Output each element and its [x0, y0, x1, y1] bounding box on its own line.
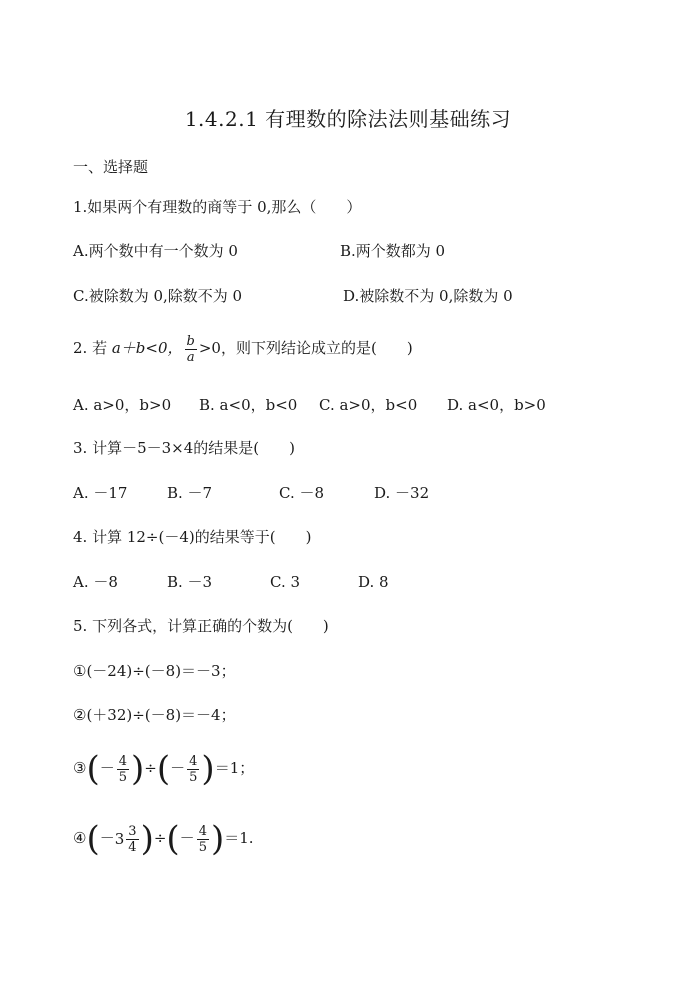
question-5-item-2: ②(＋32)÷(－8)＝－4； — [73, 706, 236, 724]
fraction-numerator: 4 — [198, 823, 207, 839]
minus-sign: － — [170, 759, 186, 777]
question-1-stem: 1.如果两个有理数的商等于 0,那么（ ） — [73, 198, 362, 216]
question-1-option-b: B.两个数都为 0 — [340, 242, 446, 260]
division-sign: ÷ — [144, 759, 157, 777]
minus-sign: － — [99, 759, 115, 777]
question-3-option-a: A. －17 — [73, 484, 128, 502]
question-2-condition-2: >0，则下列结论成立的是( ) — [198, 339, 413, 357]
fraction-numerator: 4 — [118, 753, 128, 769]
fraction-denominator: 5 — [118, 769, 128, 785]
question-2-option-b: B. a<0，b<0 — [199, 396, 298, 414]
right-paren: ) — [131, 749, 145, 789]
left-paren: ( — [86, 819, 100, 859]
question-5-item-4 — [73, 818, 254, 859]
question-3-option-d: D. －32 — [374, 484, 430, 502]
minus-sign: － — [99, 829, 115, 847]
fraction-denominator: 5 — [189, 769, 198, 785]
fraction-denominator: 4 — [128, 839, 137, 855]
item-4-mark: ④ — [73, 829, 87, 847]
fraction — [126, 824, 138, 855]
question-2-stem — [73, 328, 413, 368]
fraction-denominator: 5 — [198, 839, 207, 855]
question-4-stem: 4. 计算 12÷(－4)的结果等于( ) — [73, 528, 312, 546]
mixed-number-whole: 3 — [114, 830, 125, 848]
question-3-option-c: C. －8 — [279, 484, 325, 502]
fraction — [187, 754, 199, 785]
item-4-result: ＝1. — [224, 829, 254, 847]
fraction — [117, 754, 129, 785]
fraction-numerator: 4 — [189, 753, 198, 769]
question-3-option-b: B. －7 — [167, 484, 213, 502]
question-2-option-c: C. a>0，b<0 — [319, 396, 418, 414]
item-3-result: ＝1； — [214, 759, 255, 777]
question-1-option-c: C.被除数为 0,除数不为 0 — [73, 287, 243, 305]
page-title: 1.4.2.1 有理数的除法法则基础练习 — [184, 107, 512, 131]
fraction-numerator: b — [186, 333, 195, 349]
question-4-option-c: C. 3 — [270, 573, 301, 591]
question-3-stem: 3. 计算－5－3×4的结果是( ) — [73, 439, 295, 457]
question-2-prefix: 2. 若 — [73, 339, 112, 357]
question-4-option-d: D. 8 — [358, 573, 389, 591]
question-2-option-d: D. a<0，b>0 — [447, 396, 546, 414]
division-sign: ÷ — [153, 829, 167, 847]
question-2-condition-1: a＋b<0， — [111, 339, 183, 357]
left-paren: ( — [86, 749, 100, 789]
question-5-item-3 — [73, 748, 254, 788]
fraction-denominator: a — [186, 349, 195, 365]
fraction — [197, 824, 209, 855]
question-4-option-a: A. －8 — [73, 573, 118, 591]
right-paren: ) — [210, 819, 225, 859]
fraction-numerator: 3 — [128, 823, 137, 839]
question-2-option-a: A. a>0，b>0 — [73, 396, 172, 414]
minus-sign: － — [179, 829, 195, 847]
section-heading: 一、选择题 — [73, 158, 149, 176]
left-paren: ( — [166, 819, 180, 859]
right-paren: ) — [140, 819, 154, 859]
question-1-option-a: A.两个数中有一个数为 0 — [73, 242, 238, 260]
item-3-mark: ③ — [73, 759, 87, 777]
question-1-option-d: D.被除数不为 0,除数为 0 — [343, 287, 513, 305]
question-2-fraction — [185, 334, 197, 365]
question-4-option-b: B. －3 — [167, 573, 213, 591]
question-5-stem: 5. 下列各式，计算正确的个数为( ) — [73, 617, 329, 635]
question-5-item-1: ①(－24)÷(－8)＝－3； — [73, 662, 236, 680]
right-paren: ) — [201, 749, 215, 789]
left-paren: ( — [156, 749, 171, 789]
